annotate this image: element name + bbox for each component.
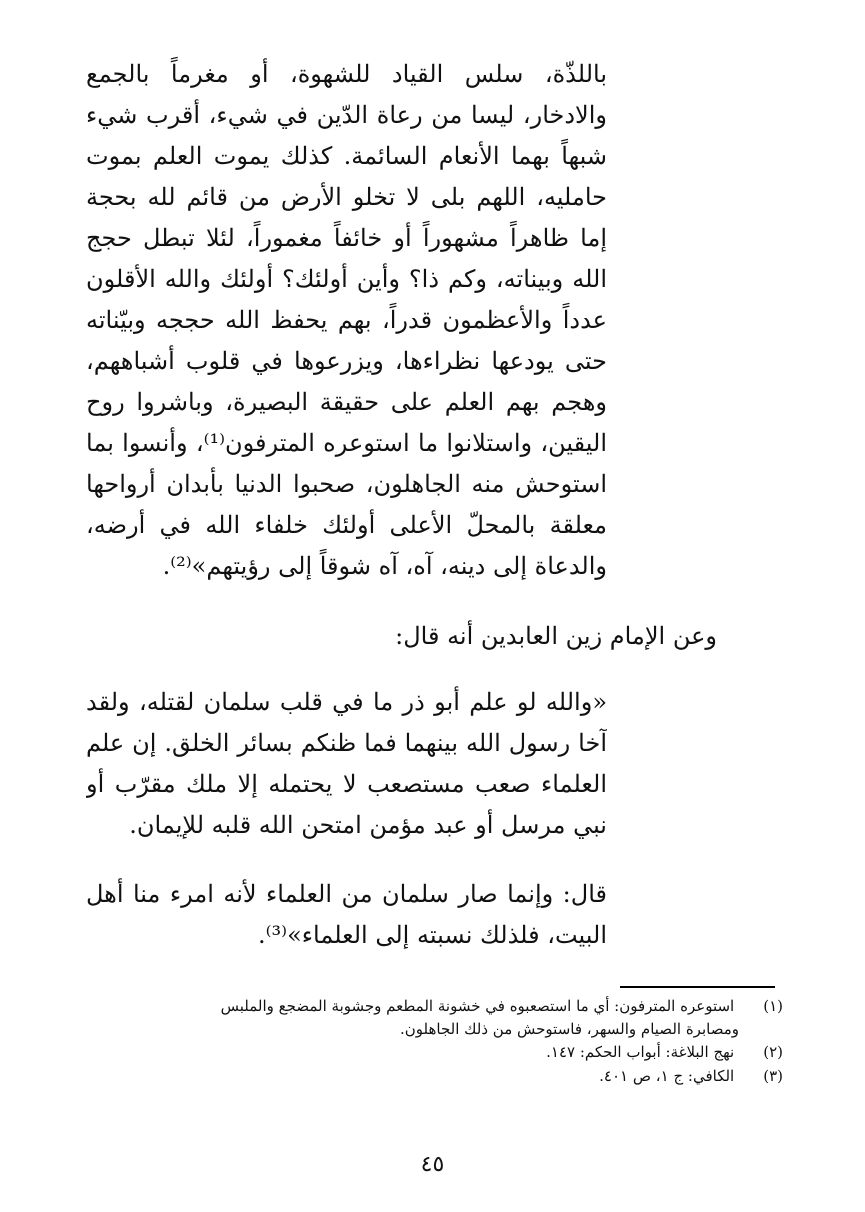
text-line: استوحش منه الجاهلون، صحبوا الدنيا بأبدان أرواحها (86, 470, 607, 498)
footnote-2 (86, 1040, 783, 1064)
text-line: العلماء صعب مستصعب لا يحتمله إلا ملك مقرّب أو (86, 770, 607, 798)
footnote-text: نهج البلاغة: أبواب الحكم: ١٤٧. (546, 1043, 735, 1061)
footnote-number: (٣) (763, 1067, 783, 1085)
text-line: الله وبيناته، وكم ذا؟ وأين أولئك؟ أولئك والله الأقلون (86, 265, 607, 293)
text-line: شبهاً بهما الأنعام السائمة. كذلك يموت العلم بموت (86, 142, 607, 170)
text-line: وهجم بهم العلم على حقيقة البصيرة، وباشروا روح (86, 388, 607, 416)
text-line: حتى يودعها نظراءها، ويزرعوها في قلوب أشباههم، (86, 347, 607, 375)
text-line: اليقين، واستلانوا ما استوعره المترفون⁽¹⁾، وأنسوا بما (86, 429, 607, 457)
text-line: معلقة بالمحلّ الأعلى أولئك خلفاء الله في أرضه، (86, 511, 607, 539)
text-line: قال: وإنما صار سلمان من العلماء لأنه امرء منا أهل (86, 880, 607, 908)
page-number: ٤٥ (420, 1152, 445, 1177)
text-line-last: البيت، فلذلك نسبته إلى العلماء»⁽³⁾. (258, 921, 607, 949)
footnote-text: الكافي: ج ١، ص ٤٠١. (599, 1067, 735, 1085)
text-line: حامليه، اللهم بلى لا تخلو الأرض من قائم لله بحجة (86, 183, 607, 211)
text-line: «والله لو علم أبو ذر ما في قلب سلمان لقتله، ولقد (86, 688, 607, 716)
footnote-number: (١) (763, 997, 783, 1015)
footnote-3 (86, 1064, 783, 1088)
footnote-text: استوعره المترفون: أي ما استصعبوه في خشونة المطعم وجشوبة المضجع والملبس (220, 997, 735, 1015)
paragraph-2 (86, 682, 607, 846)
text-line-last: والدعاة إلى دينه، آه، آه شوقاً إلى رؤيتهم»⁽²⁾. (162, 552, 607, 580)
paragraph-3 (86, 874, 607, 956)
text-line: والادخار، ليسا من رعاة الدّين في شيء، أقرب شيء (86, 101, 607, 129)
footnote-1 (86, 994, 783, 1040)
text-line-last: نبي مرسل أو عبد مؤمن امتحن الله قلبه للإيمان. (129, 811, 607, 839)
text-line: باللذّة، سلس القياد للشهوة، أو مغرماً بالجمع (86, 60, 607, 88)
footnotes (86, 994, 783, 1088)
text-line: إما ظاهراً مشهوراً أو خائفاً مغموراً، لئلا تبطل حجج (86, 224, 607, 252)
paragraph-1 (86, 54, 607, 587)
footnote-divider (620, 986, 775, 988)
footnote-number: (٢) (763, 1043, 783, 1061)
section-intro (110, 616, 717, 657)
text-line: عدداً والأعظمون قدراً، بهم يحفظ الله حججه وبيّناته (86, 306, 607, 334)
footnote-continuation: ومصابرة الصيام والسهر، فاستوحش من ذلك الجاهلون. (399, 1020, 739, 1038)
text-line: آخا رسول الله بينهما فما ظنكم بسائر الخلق. إن علم (86, 729, 607, 757)
intro-text: وعن الإمام زين العابدين أنه قال: (395, 622, 717, 650)
